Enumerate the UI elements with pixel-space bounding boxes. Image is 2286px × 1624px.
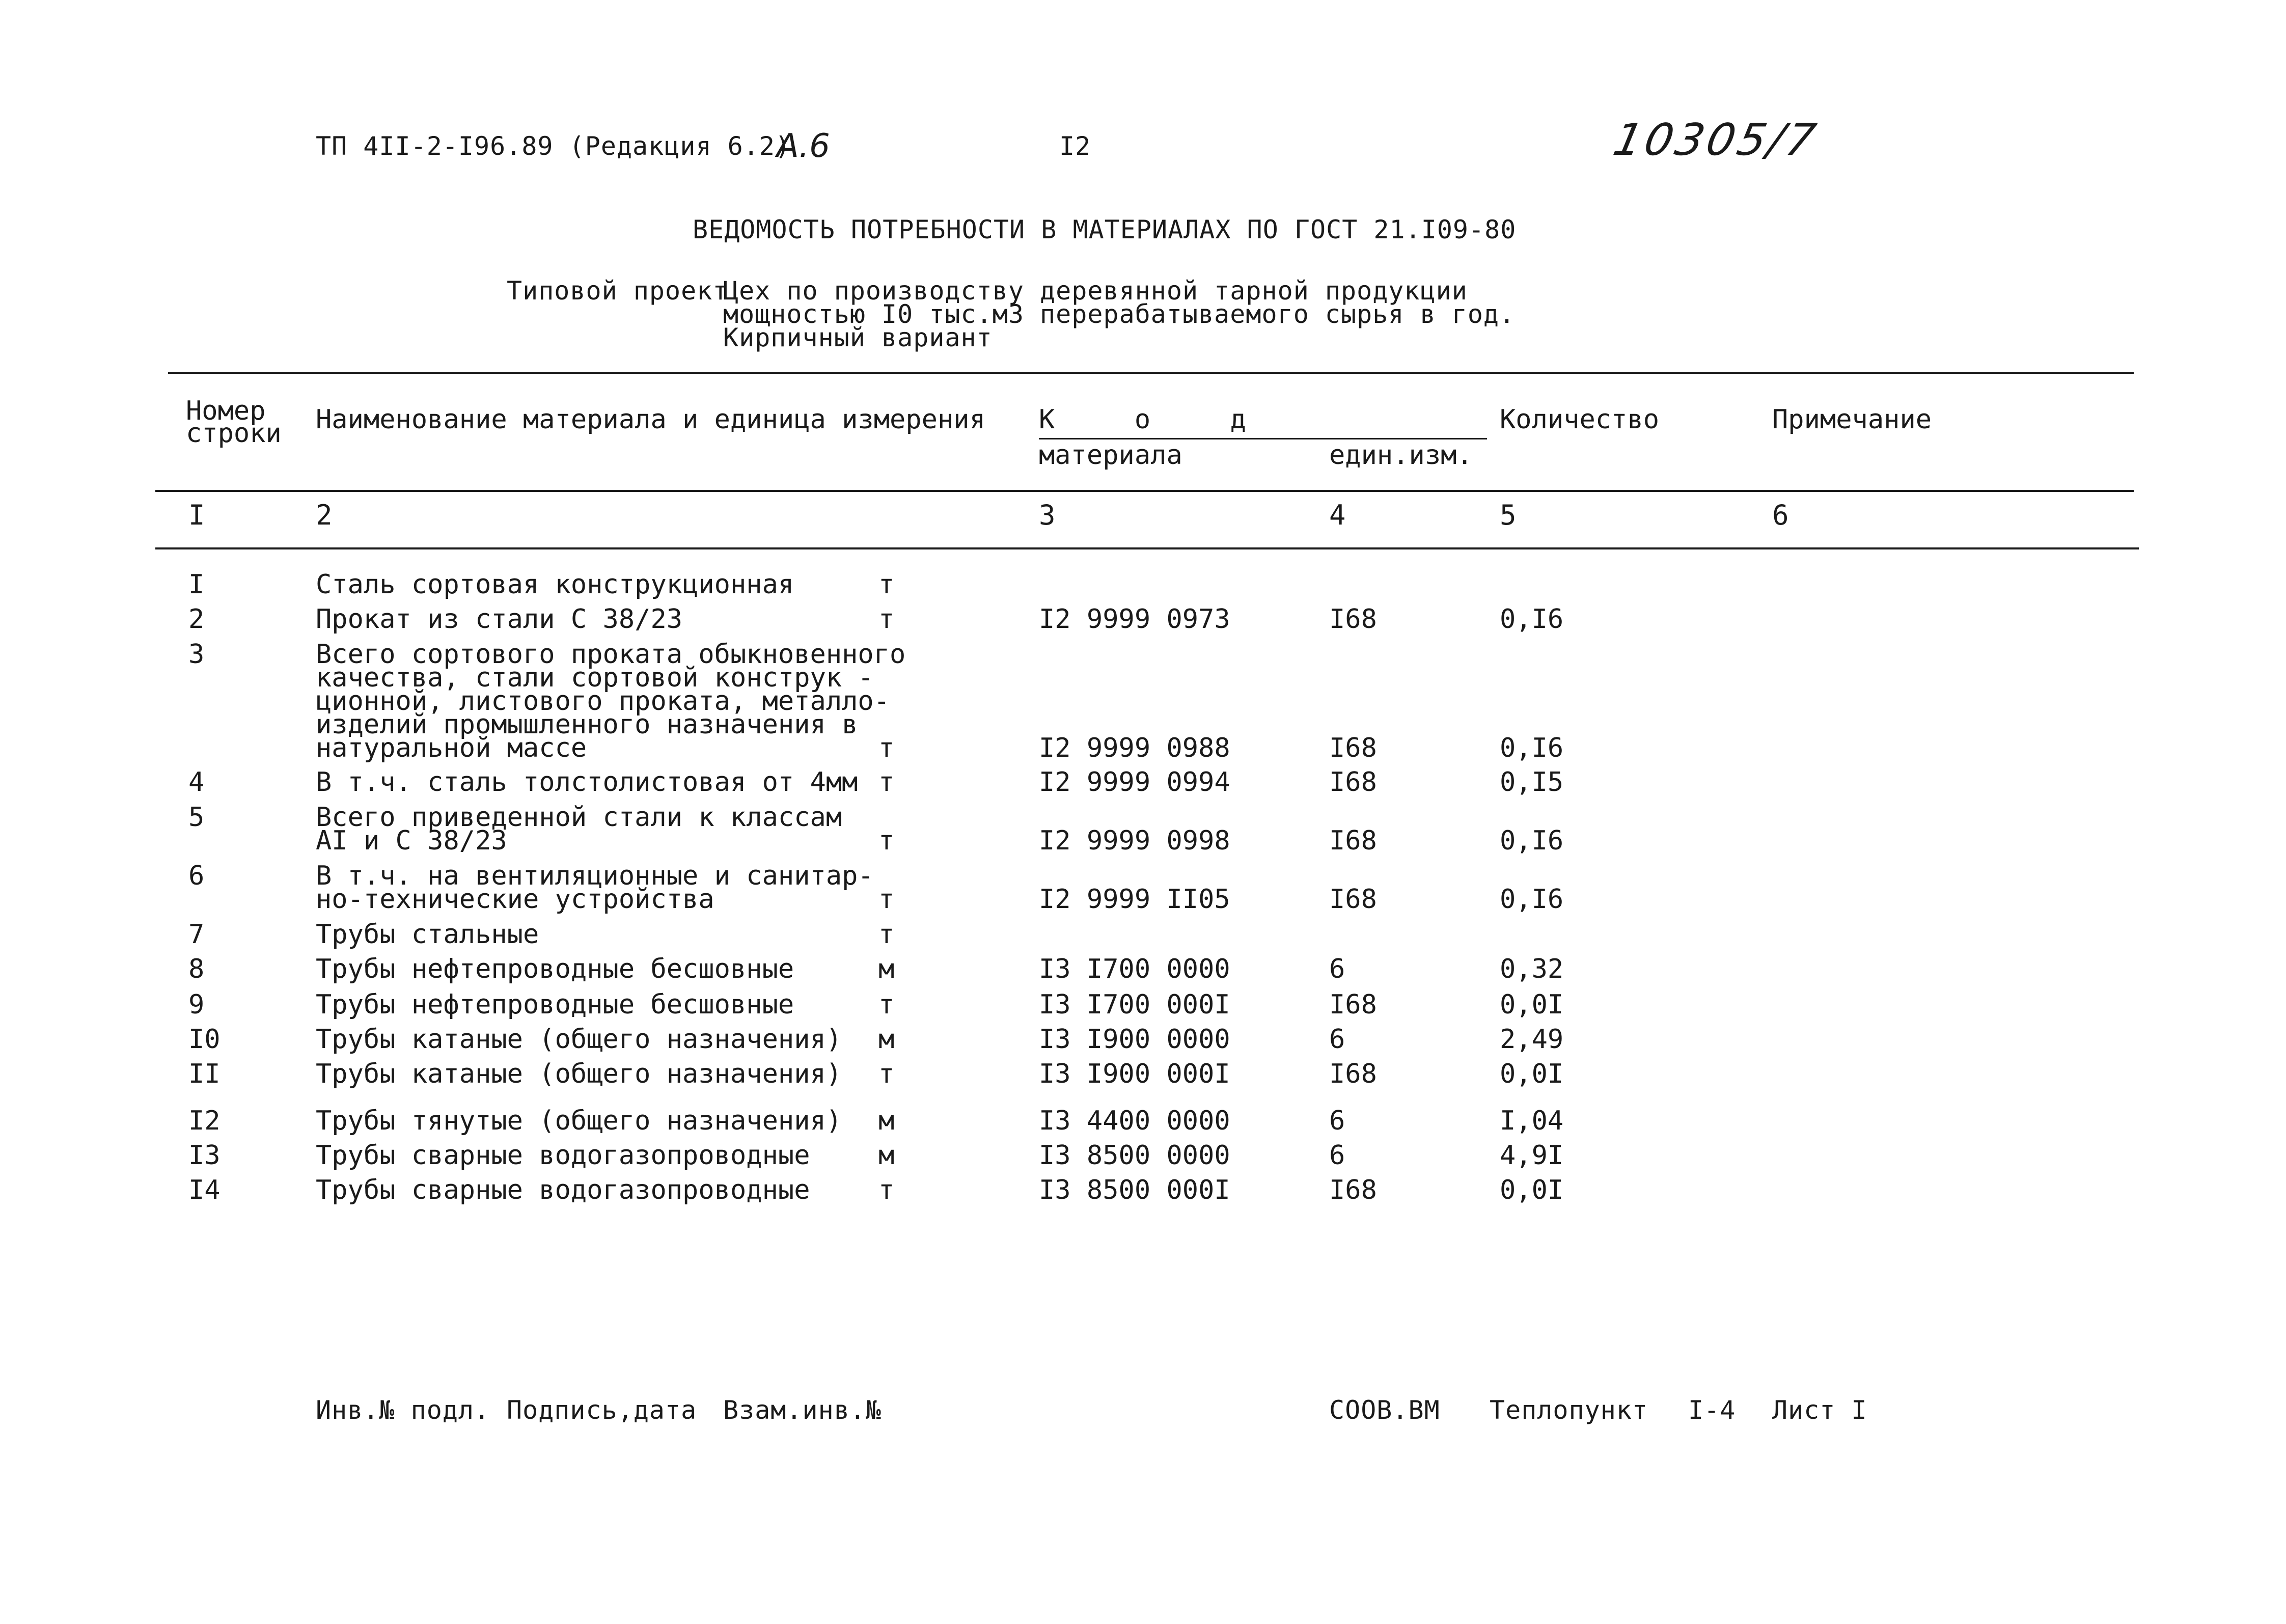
quantity: 0,0I <box>1500 989 1564 1020</box>
handwritten-number: 10305/7 <box>1609 115 1823 166</box>
row-number: 2 <box>188 604 205 635</box>
unit-of-measure: т <box>878 733 895 763</box>
quantity: 0,0I <box>1500 1175 1564 1205</box>
header-quantity: Количество <box>1500 404 1660 435</box>
unit-of-measure: м <box>878 1140 895 1171</box>
unit-code: 6 <box>1329 1024 1345 1055</box>
quantity: I,04 <box>1500 1106 1564 1136</box>
col-number-3: 3 <box>1039 499 1056 531</box>
material-name: В т.ч. сталь толстолистовая от 4мм <box>316 767 858 797</box>
unit-of-measure: м <box>878 1106 895 1136</box>
material-name: Трубы тянутые (общего назначения) <box>316 1106 842 1136</box>
table-top-rule <box>168 372 2134 374</box>
row-number: 9 <box>188 989 205 1020</box>
material-code: I3 I700 000I <box>1039 989 1230 1020</box>
row-number: I0 <box>188 1024 221 1055</box>
doc-code: ТП 4II-2-I96.89 (Редакция 6.2) <box>316 131 791 161</box>
material-name: Всего приведенной стали к классам АI и С 38/23 <box>316 802 842 856</box>
material-name: Трубы стальные <box>316 919 539 950</box>
material-name: Трубы нефтепроводные бесшовные <box>316 954 794 984</box>
quantity: 0,I6 <box>1500 604 1564 635</box>
footer-inv-no: Инв.№ подл. <box>316 1395 490 1425</box>
col-number-5: 5 <box>1500 499 1517 531</box>
quantity: 0,0I <box>1500 1059 1564 1089</box>
quantity: 0,32 <box>1500 954 1564 984</box>
footer-sheet: Лист I <box>1772 1395 1867 1425</box>
unit-code: 6 <box>1329 1140 1345 1171</box>
col-number-6: 6 <box>1772 499 1789 531</box>
header-code: К о д <box>1039 404 1246 435</box>
material-name: Сталь сортовая конструкционная <box>316 569 794 600</box>
unit-code: I68 <box>1329 825 1377 856</box>
row-number: I2 <box>188 1106 221 1136</box>
quantity: 0,I6 <box>1500 733 1564 763</box>
material-name: Трубы нефтепроводные бесшовные <box>316 989 794 1020</box>
col-number-4: 4 <box>1329 499 1346 531</box>
row-number: 8 <box>188 954 205 984</box>
unit-code: I68 <box>1329 733 1377 763</box>
album-mark: А.6 <box>777 127 830 165</box>
unit-code: 6 <box>1329 954 1345 984</box>
unit-of-measure: т <box>878 604 895 635</box>
quantity: 2,49 <box>1500 1024 1564 1055</box>
material-code: I2 9999 0973 <box>1039 604 1230 635</box>
row-number: 4 <box>188 767 205 797</box>
unit-of-measure: т <box>878 767 895 797</box>
project-line-3: Кирпичный вариант <box>723 323 993 352</box>
row-number: I4 <box>188 1175 221 1205</box>
footer-signature-date: Подпись,дата <box>507 1395 697 1425</box>
header-unit-code: един.изм. <box>1329 440 1473 471</box>
col-number-1: I <box>188 499 205 531</box>
col-number-2: 2 <box>316 499 333 531</box>
material-code: I2 9999 0988 <box>1039 733 1230 763</box>
unit-of-measure: м <box>878 1024 895 1055</box>
material-name: В т.ч. на вентиляционные и санитар- но-технические устройства <box>316 861 874 915</box>
quantity: 0,I6 <box>1500 825 1564 856</box>
footer-section: Теплопункт <box>1490 1395 1648 1425</box>
footer-replace-inv: Взам.инв.№ <box>723 1395 882 1425</box>
unit-of-measure: т <box>878 989 895 1020</box>
row-number: 3 <box>188 639 205 670</box>
material-name: Трубы сварные водогазопроводные <box>316 1140 810 1171</box>
unit-code: I68 <box>1329 604 1377 635</box>
material-name: Прокат из стали С 38/23 <box>316 604 683 635</box>
material-name: Трубы катаные (общего назначения) <box>316 1059 842 1089</box>
material-name: Всего сортового проката обыкновенного качества, стали сортовой конструк - ционной, листового проката, металло- изделий промышленного назначения в натуральной массе <box>316 639 906 763</box>
quantity: 0,I6 <box>1500 884 1564 915</box>
unit-code: I68 <box>1329 767 1377 797</box>
row-number: 5 <box>188 802 205 833</box>
unit-of-measure: т <box>878 1175 895 1205</box>
unit-of-measure: т <box>878 825 895 856</box>
unit-code: I68 <box>1329 1059 1377 1089</box>
quantity: 0,I5 <box>1500 767 1564 797</box>
footer-code: СООВ.ВМ <box>1329 1395 1440 1425</box>
material-code: I3 I900 0000 <box>1039 1024 1230 1055</box>
header-row-number: Номер строки <box>186 396 282 449</box>
header-bottom-rule <box>155 490 2134 492</box>
row-number: 6 <box>188 861 205 891</box>
row-number: I3 <box>188 1140 221 1171</box>
material-code: I2 9999 II05 <box>1039 884 1230 915</box>
footer-range: I-4 <box>1688 1395 1736 1425</box>
page-number: I2 <box>1059 131 1091 161</box>
project-line-1: Цех по производству деревянной тарной продукции <box>723 276 1468 306</box>
unit-of-measure: т <box>878 919 895 950</box>
material-code: I3 4400 0000 <box>1039 1106 1230 1136</box>
page-title: ВЕДОМОСТЬ ПОТРЕБНОСТИ В МАТЕРИАЛАХ ПО ГОСТ 21.I09-80 <box>693 215 1517 244</box>
unit-of-measure: м <box>878 954 895 984</box>
material-code: I2 9999 0994 <box>1039 767 1230 797</box>
material-code: I3 8500 000I <box>1039 1175 1230 1205</box>
material-name: Трубы сварные водогазопроводные <box>316 1175 810 1205</box>
material-code: I3 I700 0000 <box>1039 954 1230 984</box>
row-number: 7 <box>188 919 205 950</box>
row-number: I <box>188 569 205 600</box>
header-note: Примечание <box>1772 404 1932 435</box>
code-group-rule <box>1039 438 1487 439</box>
unit-of-measure: т <box>878 884 895 915</box>
project-line-2: мощностью I0 тыс.м3 перерабатываемого сырья в год. <box>723 299 1516 329</box>
unit-of-measure: т <box>878 1059 895 1089</box>
material-name: Трубы катаные (общего назначения) <box>316 1024 842 1055</box>
row-number: II <box>188 1059 221 1089</box>
colnum-bottom-rule <box>155 547 2139 549</box>
quantity: 4,9I <box>1500 1140 1564 1171</box>
unit-of-measure: т <box>878 569 895 600</box>
material-code: I2 9999 0998 <box>1039 825 1230 856</box>
material-code: I3 8500 0000 <box>1039 1140 1230 1171</box>
unit-code: 6 <box>1329 1106 1345 1136</box>
header-material-code: материала <box>1039 440 1182 471</box>
project-label: Типовой проект <box>507 276 729 306</box>
unit-code: I68 <box>1329 989 1377 1020</box>
header-material-name: Наименование материала и единица измерения <box>316 404 985 435</box>
material-code: I3 I900 000I <box>1039 1059 1230 1089</box>
unit-code: I68 <box>1329 884 1377 915</box>
unit-code: I68 <box>1329 1175 1377 1205</box>
